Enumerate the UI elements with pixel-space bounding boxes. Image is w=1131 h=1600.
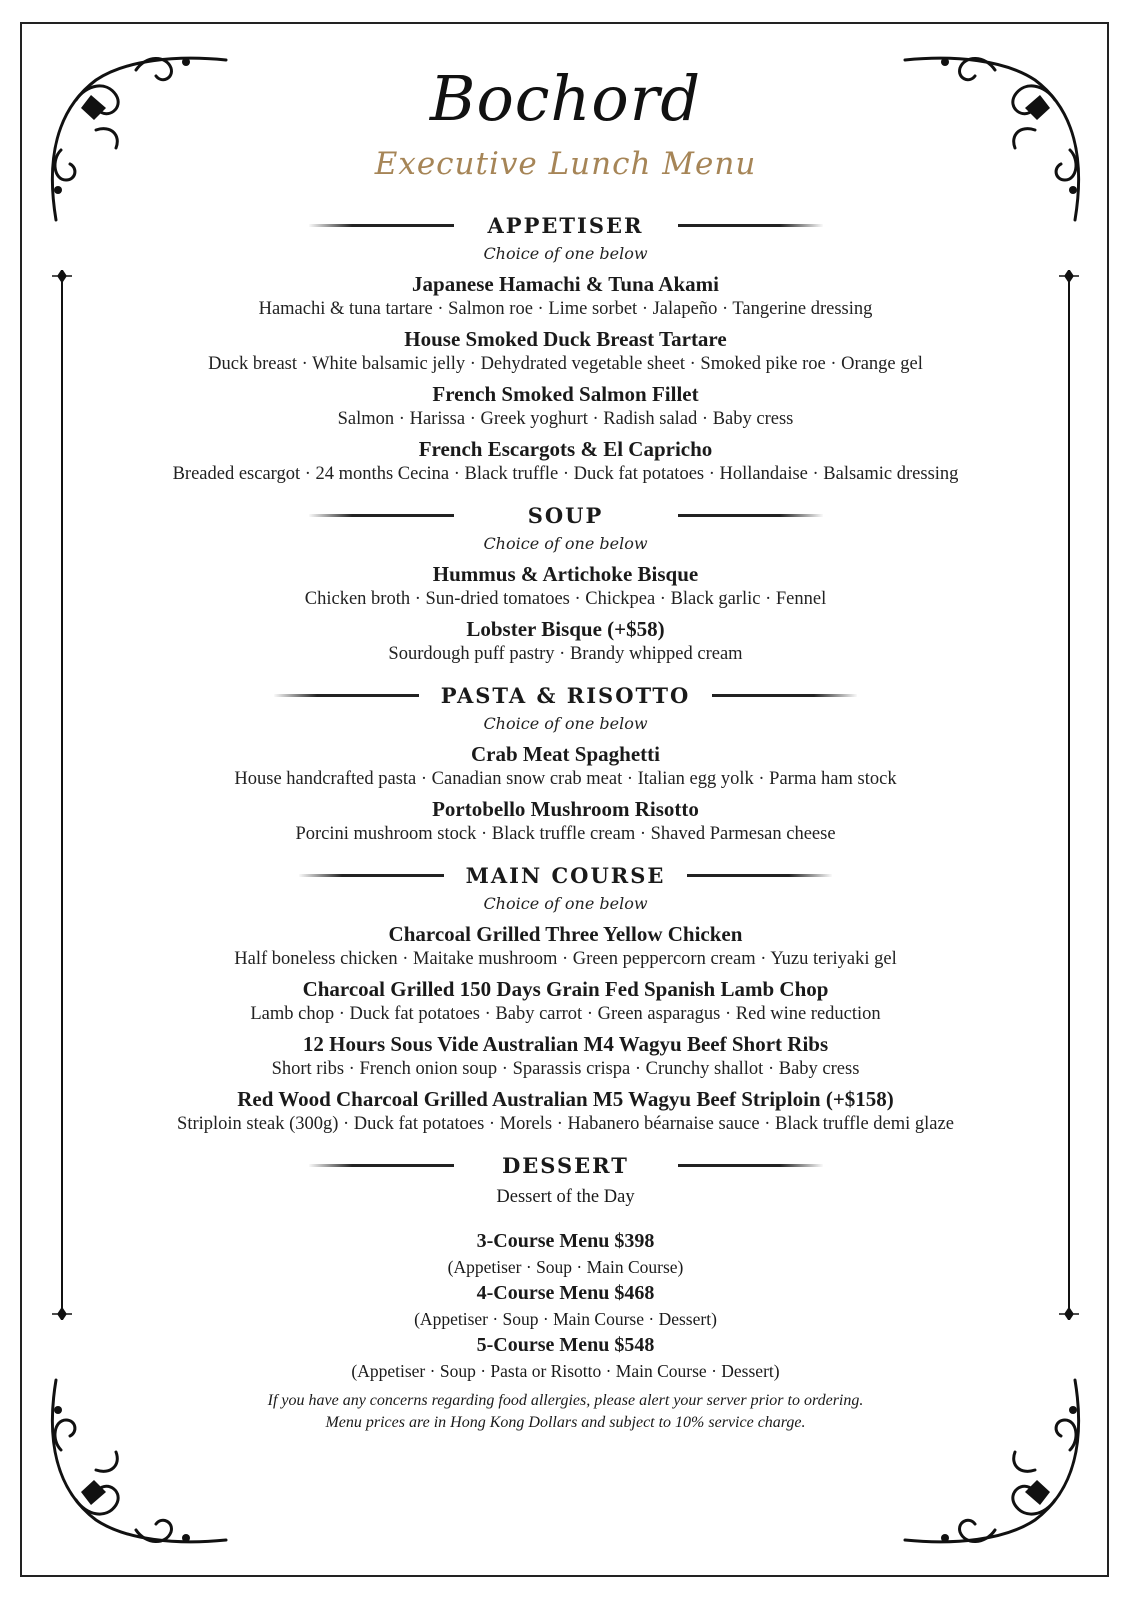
dish-name: French Escargots & El Capricho: [418, 437, 713, 461]
dish-name: House Smoked Duck Breast Tartare: [404, 327, 727, 351]
divider-rule: [309, 224, 454, 227]
section-header: [80, 858, 1051, 892]
section-header: [80, 208, 1051, 242]
section-header: [80, 678, 1051, 712]
choice-note: Choice of one below: [483, 244, 648, 263]
dish-item: [80, 977, 1051, 1026]
dish-name: Lobster Bisque (+$58): [466, 617, 665, 641]
divider-rule: [309, 514, 454, 517]
dish-item: [80, 797, 1051, 846]
dish-name: Japanese Hamachi & Tuna Akami: [412, 272, 719, 296]
price-note: Menu prices are in Hong Kong Dollars and subject to 10% service charge.: [325, 1414, 806, 1431]
divider-rule: [299, 874, 444, 877]
dish-name: French Smoked Salmon Fillet: [432, 382, 699, 406]
dessert-text: Dessert of the Day: [496, 1187, 635, 1207]
dish-item: [80, 562, 1051, 611]
dish-description: Half boneless chicken · Maitake mushroom · Green peppercorn cream · Yuzu teriyaki gel: [234, 949, 897, 969]
section-header: [80, 498, 1051, 532]
dish-description: Chicken broth · Sun-dried tomatoes · Chickpea · Black garlic · Fennel: [304, 589, 827, 609]
price-title: 4-Course Menu $468: [476, 1282, 655, 1304]
dish-name: Hummus & Artichoke Bisque: [432, 562, 699, 586]
dish-name: 12 Hours Sous Vide Australian M4 Wagyu Beef Short Ribs: [302, 1032, 829, 1056]
divider-rule: [687, 874, 832, 877]
section-title: APPETISER: [487, 212, 644, 238]
menu-subtitle: Executive Lunch Menu: [374, 146, 757, 182]
dish-description: Sourdough puff pastry · Brandy whipped cream: [388, 644, 743, 664]
footer-notes: [80, 1390, 1051, 1434]
section-title: MAIN COURSE: [465, 862, 666, 888]
section-appetiser: [80, 208, 1051, 486]
dish-description: Striploin steak (300g) · Duck fat potatoes · Morels · Habanero béarnaise sauce · Black truffle demi glaze: [177, 1114, 954, 1134]
dish-description: Hamachi & tuna tartare · Salmon roe · Lime sorbet · Jalapeño · Tangerine dressing: [258, 299, 873, 319]
dish-item: [80, 1032, 1051, 1081]
dish-description: Porcini mushroom stock · Black truffle cream · Shaved Parmesan cheese: [295, 824, 836, 844]
section-title: PASTA & RISOTTO: [440, 682, 691, 708]
allergy-note: If you have any concerns regarding food allergies, please alert your server prior to ordering.: [267, 1392, 864, 1409]
side-rule-right: [1059, 270, 1079, 1320]
choice-note: Choice of one below: [483, 894, 648, 913]
divider-rule: [678, 1164, 823, 1167]
dish-item: [80, 617, 1051, 666]
dish-name: Charcoal Grilled Three Yellow Chicken: [388, 922, 743, 946]
dish-description: Breaded escargot · 24 months Cecina · Black truffle · Duck fat potatoes · Hollandaise · Balsamic dressing: [172, 464, 959, 484]
dish-item: [80, 327, 1051, 376]
section-header: [80, 1148, 1051, 1182]
dish-description: Salmon · Harissa · Greek yoghurt · Radish salad · Baby cress: [337, 409, 794, 429]
dish-item: [80, 437, 1051, 486]
price-description: (Appetiser · Soup · Main Course · Dessert): [414, 1309, 717, 1329]
divider-rule: [309, 1164, 454, 1167]
section-pasta-risotto: [80, 678, 1051, 846]
divider-rule: [712, 694, 857, 697]
dish-description: House handcrafted pasta · Canadian snow crab meat · Italian egg yolk · Parma ham stock: [234, 769, 897, 789]
dish-name: Portobello Mushroom Risotto: [432, 797, 699, 821]
price-title: 3-Course Menu $398: [476, 1230, 655, 1252]
dish-item: [80, 742, 1051, 791]
divider-rule: [274, 694, 419, 697]
dish-name: Charcoal Grilled 150 Days Grain Fed Spanish Lamb Chop: [302, 977, 829, 1001]
price-description: (Appetiser · Soup · Pasta or Risotto · Main Course · Dessert): [351, 1361, 780, 1381]
dish-name: Crab Meat Spaghetti: [471, 742, 660, 766]
dish-description: Lamb chop · Duck fat potatoes · Baby carrot · Green asparagus · Red wine reduction: [250, 1004, 881, 1024]
dish-item: [80, 272, 1051, 321]
choice-note: Choice of one below: [483, 714, 648, 733]
section-title: SOUP: [527, 502, 604, 528]
dish-description: Short ribs · French onion soup · Sparassis crispa · Crunchy shallot · Baby cress: [271, 1059, 860, 1079]
dish-name: Red Wood Charcoal Grilled Australian M5 Wagyu Beef Striploin (+$158): [237, 1087, 894, 1111]
section-main-course: [80, 858, 1051, 1136]
dish-description: Duck breast · White balsamic jelly · Dehydrated vegetable sheet · Smoked pike roe · Orange gel: [208, 354, 923, 374]
section-title: DESSERT: [502, 1152, 629, 1178]
price-title: 5-Course Menu $548: [476, 1334, 655, 1356]
section-soup: [80, 498, 1051, 666]
dish-item: [80, 382, 1051, 431]
section-dessert: [80, 1148, 1051, 1212]
divider-rule: [678, 514, 823, 517]
choice-note: Choice of one below: [483, 534, 648, 553]
brand-logo: Bochord: [429, 62, 702, 135]
dish-item: [80, 922, 1051, 971]
divider-rule: [678, 224, 823, 227]
menu-content: [80, 40, 1051, 1434]
side-rule-left: [52, 270, 72, 1320]
dish-item: [80, 1087, 1051, 1136]
price-description: (Appetiser · Soup · Main Course): [447, 1257, 684, 1277]
price-list: [80, 1228, 1051, 1384]
